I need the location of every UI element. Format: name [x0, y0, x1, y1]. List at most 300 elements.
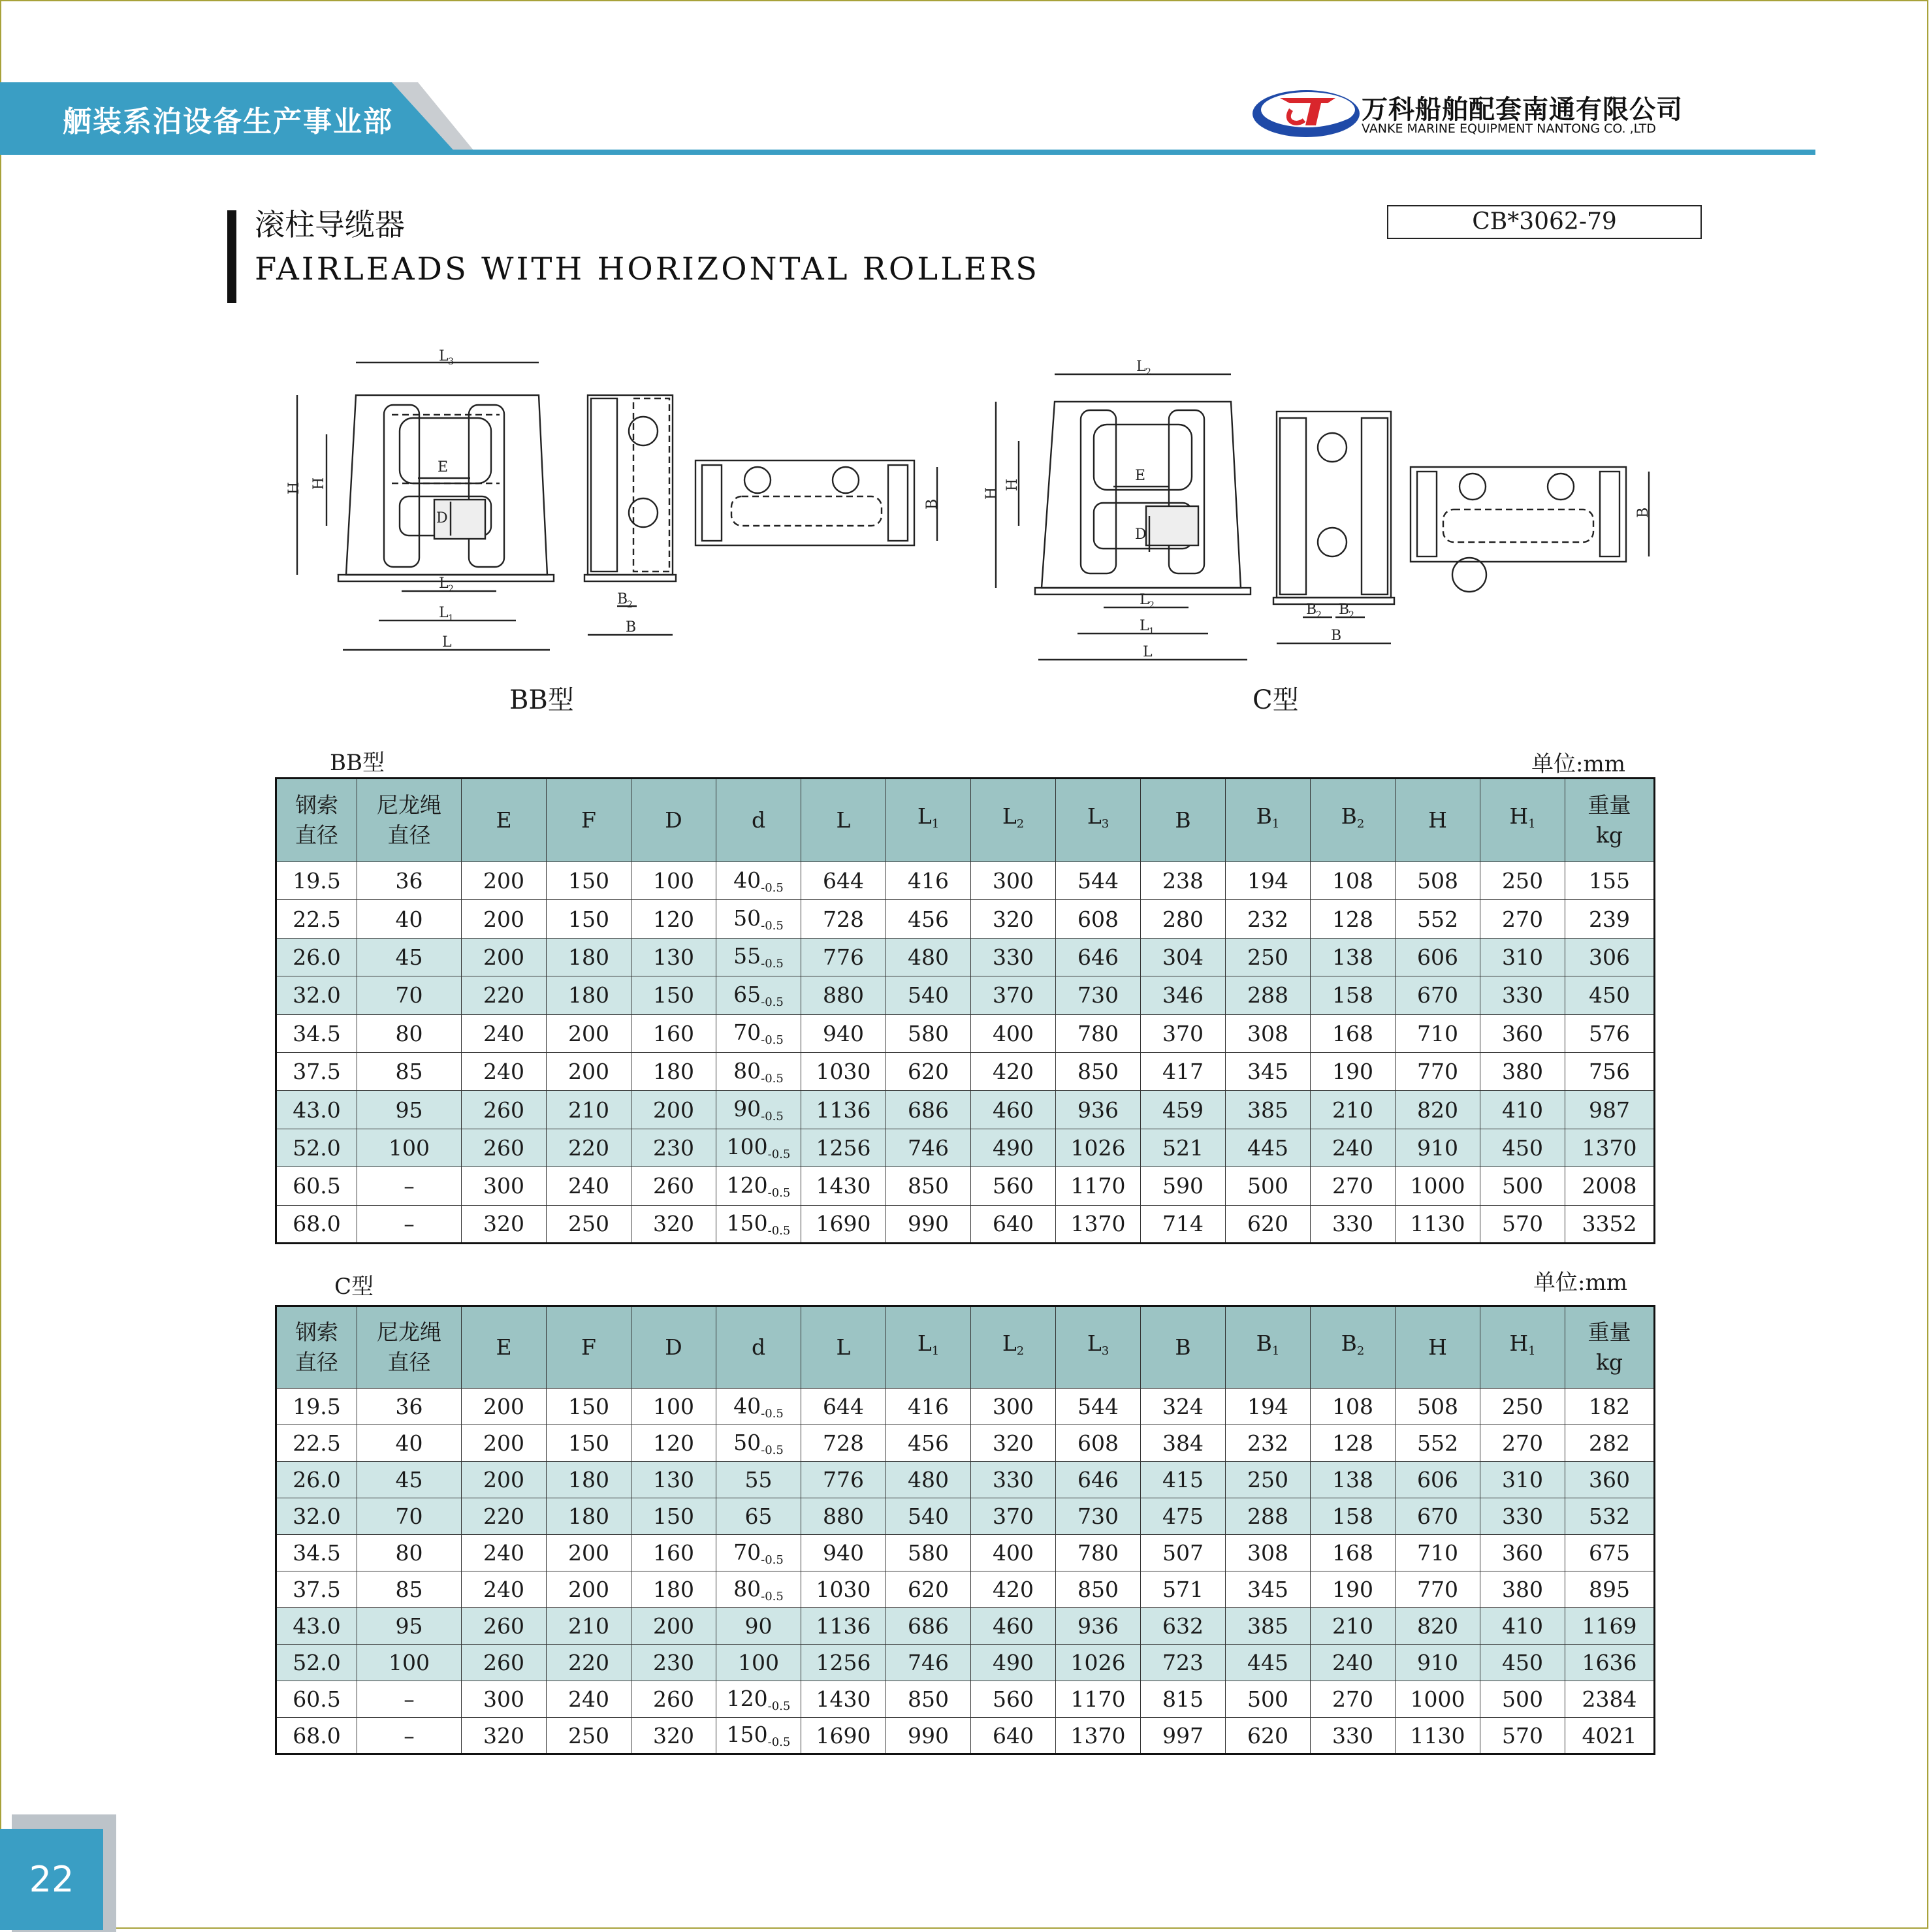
cell-B2: 108 [1311, 1389, 1396, 1425]
cell-L3: 936 [1056, 1091, 1141, 1129]
cell-E: 200 [462, 862, 547, 900]
cell-nylon: 70 [357, 976, 462, 1014]
cell-rope: 37.5 [276, 1571, 357, 1608]
cell-H1: 250 [1480, 1389, 1565, 1425]
company-name-cn: 万科船舶配套南通有限公司 [1362, 95, 1683, 125]
cell-L2: 330 [971, 938, 1056, 976]
cell-B2: 330 [1311, 1205, 1396, 1243]
c-unit-label: 单位:mm [1533, 1270, 1627, 1296]
cell-B: 632 [1141, 1608, 1226, 1645]
svg-text:H: H [1004, 478, 1021, 491]
cell-B: 521 [1141, 1129, 1226, 1167]
cell-L3: 850 [1056, 1571, 1141, 1608]
cell-B1: 250 [1226, 1462, 1311, 1498]
table-row [276, 1014, 1655, 1052]
col-F: F [547, 779, 631, 862]
cell-B1: 288 [1226, 1498, 1311, 1535]
col-nylon: 尼龙绳 直径 [357, 1306, 462, 1389]
svg-text:L: L [439, 605, 449, 621]
cell-F: 200 [547, 1571, 631, 1608]
cell-D: 320 [631, 1205, 716, 1243]
table-row [276, 1462, 1655, 1498]
col-B1: $B_1$ [1226, 779, 1311, 862]
cell-L1: 850 [886, 1167, 971, 1205]
cell-L1: 456 [886, 1425, 971, 1462]
cell-rope: 68.0 [276, 1718, 357, 1754]
cell-L2: 420 [971, 1052, 1056, 1090]
bb-spec-table [275, 777, 1655, 1244]
table-row [276, 1535, 1655, 1571]
col-B2: $B_2$ [1311, 1306, 1396, 1389]
cell-L3: 1026 [1056, 1129, 1141, 1167]
cell-F: 250 [547, 1205, 631, 1243]
col-L2: $L_2$ [971, 1306, 1056, 1389]
bb-table-label: BB型 [330, 750, 385, 776]
cell-rope: 37.5 [276, 1052, 357, 1090]
table-row [276, 1167, 1655, 1205]
col-E: E [462, 1306, 547, 1389]
cell-H1: 270 [1480, 1425, 1565, 1462]
cell-B: 417 [1141, 1052, 1226, 1090]
col-H1: $H_1$ [1480, 779, 1565, 862]
cell-H: 1000 [1396, 1681, 1480, 1718]
cell-d: 150-0.5 [716, 1205, 801, 1243]
cell-E: 240 [462, 1571, 547, 1608]
cell-L3: 1170 [1056, 1681, 1141, 1718]
cell-L: 728 [801, 900, 886, 938]
cell-D: 160 [631, 1014, 716, 1052]
cell-nylon: 80 [357, 1014, 462, 1052]
cell-rope: 19.5 [276, 862, 357, 900]
cell-H: 770 [1396, 1052, 1480, 1090]
cell-F: 150 [547, 862, 631, 900]
col-nylon: 尼龙绳 直径 [357, 779, 462, 862]
cell-L3: 544 [1056, 1389, 1141, 1425]
svg-text:B: B [617, 591, 628, 607]
svg-text:L: L [439, 575, 449, 592]
svg-text:2: 2 [448, 584, 454, 594]
cell-H: 1130 [1396, 1205, 1480, 1243]
table-row [276, 1498, 1655, 1535]
cell-d: 50-0.5 [716, 900, 801, 938]
cell-rope: 52.0 [276, 1129, 357, 1167]
cell-F: 210 [547, 1091, 631, 1129]
bb-front-view [286, 348, 554, 651]
cell-L: 1256 [801, 1645, 886, 1681]
cell-F: 150 [547, 900, 631, 938]
cell-B: 384 [1141, 1425, 1226, 1462]
cell-F: 220 [547, 1645, 631, 1681]
cell-L3: 646 [1056, 938, 1141, 976]
cell-E: 200 [462, 900, 547, 938]
page-title-cn: 滚柱导缆器 [255, 207, 405, 242]
cell-D: 200 [631, 1608, 716, 1645]
col-B: B [1141, 1306, 1226, 1389]
col-L1: $L_1$ [886, 1306, 971, 1389]
table-row [276, 1681, 1655, 1718]
cell-H1: 380 [1480, 1571, 1565, 1608]
cell-E: 260 [462, 1091, 547, 1129]
cell-nylon: 100 [357, 1129, 462, 1167]
svg-text:2: 2 [1145, 367, 1151, 378]
cell-L: 644 [801, 862, 886, 900]
cell-H: 910 [1396, 1129, 1480, 1167]
cell-E: 320 [462, 1718, 547, 1754]
cell-D: 120 [631, 900, 716, 938]
cell-H: 710 [1396, 1014, 1480, 1052]
cell-L2: 560 [971, 1167, 1056, 1205]
page-number: 22 [0, 1829, 103, 1930]
cell-F: 200 [547, 1014, 631, 1052]
cell-B1: 620 [1226, 1718, 1311, 1754]
table-header-row [276, 779, 1655, 862]
cell-F: 240 [547, 1681, 631, 1718]
cell-F: 200 [547, 1052, 631, 1090]
cell-L1: 480 [886, 1462, 971, 1498]
cell-nylon: 80 [357, 1535, 462, 1571]
cell-B2: 190 [1311, 1571, 1396, 1608]
cell-D: 150 [631, 1498, 716, 1535]
cell-L2: 370 [971, 976, 1056, 1014]
bb-table-body [276, 862, 1655, 1244]
cell-w: 576 [1565, 1014, 1655, 1052]
company-name-en: VANKE MARINE EQUIPMENT NANTONG CO. ,LTD [1362, 121, 1656, 136]
cell-B1: 620 [1226, 1205, 1311, 1243]
cell-L: 1256 [801, 1129, 886, 1167]
table-row [276, 1205, 1655, 1243]
cell-D: 180 [631, 1571, 716, 1608]
col-B: B [1141, 779, 1226, 862]
cell-L2: 370 [971, 1498, 1056, 1535]
c-table-body [276, 1389, 1655, 1754]
cell-F: 250 [547, 1718, 631, 1754]
cell-nylon: – [357, 1167, 462, 1205]
cell-d: 70-0.5 [716, 1535, 801, 1571]
cell-B1: 500 [1226, 1681, 1311, 1718]
cell-L3: 1370 [1056, 1205, 1141, 1243]
cell-d: 120-0.5 [716, 1681, 801, 1718]
cell-L3: 1026 [1056, 1645, 1141, 1681]
cell-B1: 445 [1226, 1645, 1311, 1681]
c-caption: C型 [1253, 685, 1299, 715]
cell-L1: 686 [886, 1091, 971, 1129]
col-L3: $L_3$ [1056, 779, 1141, 862]
cell-L3: 850 [1056, 1052, 1141, 1090]
table-row [276, 900, 1655, 938]
cell-w: 1636 [1565, 1645, 1655, 1681]
cell-L1: 686 [886, 1608, 971, 1645]
table-row [276, 1718, 1655, 1754]
cell-B2: 168 [1311, 1535, 1396, 1571]
cell-L2: 460 [971, 1091, 1056, 1129]
cell-d: 90 [716, 1608, 801, 1645]
cell-B: 475 [1141, 1498, 1226, 1535]
c-front-view [983, 359, 1251, 660]
cell-B2: 210 [1311, 1091, 1396, 1129]
cell-w: 4021 [1565, 1718, 1655, 1754]
cell-d: 120-0.5 [716, 1167, 801, 1205]
cell-d: 90-0.5 [716, 1091, 801, 1129]
cell-H: 552 [1396, 1425, 1480, 1462]
cell-B1: 385 [1226, 1091, 1311, 1129]
cell-B2: 270 [1311, 1167, 1396, 1205]
svg-text:H: H [311, 477, 327, 490]
cell-B: 415 [1141, 1462, 1226, 1498]
cell-B2: 240 [1311, 1645, 1396, 1681]
cell-E: 300 [462, 1681, 547, 1718]
cell-rope: 32.0 [276, 976, 357, 1014]
cell-nylon: 36 [357, 1389, 462, 1425]
cell-d: 80-0.5 [716, 1571, 801, 1608]
cell-B2: 138 [1311, 1462, 1396, 1498]
cell-w: 987 [1565, 1091, 1655, 1129]
cell-H1: 500 [1480, 1167, 1565, 1205]
cell-w: 532 [1565, 1498, 1655, 1535]
cell-D: 230 [631, 1645, 716, 1681]
cell-E: 240 [462, 1052, 547, 1090]
cell-rope: 22.5 [276, 900, 357, 938]
cell-F: 200 [547, 1535, 631, 1571]
cell-w: 1370 [1565, 1129, 1655, 1167]
cell-H1: 380 [1480, 1052, 1565, 1090]
table-row [276, 1091, 1655, 1129]
cell-H: 552 [1396, 900, 1480, 938]
cell-nylon: – [357, 1205, 462, 1243]
bb-side-view [584, 395, 676, 636]
cell-w: 182 [1565, 1389, 1655, 1425]
col-B1: $B_1$ [1226, 1306, 1311, 1389]
cell-H: 820 [1396, 1608, 1480, 1645]
cell-L: 880 [801, 976, 886, 1014]
table-row [276, 938, 1655, 976]
cell-E: 320 [462, 1205, 547, 1243]
cell-d: 100 [716, 1645, 801, 1681]
cell-w: 239 [1565, 900, 1655, 938]
table-row [276, 1129, 1655, 1167]
cell-nylon: 40 [357, 1425, 462, 1462]
cell-rope: 52.0 [276, 1645, 357, 1681]
cell-H1: 360 [1480, 1014, 1565, 1052]
cell-w: 155 [1565, 862, 1655, 900]
cell-L3: 730 [1056, 1498, 1141, 1535]
cell-H1: 410 [1480, 1608, 1565, 1645]
cell-rope: 60.5 [276, 1681, 357, 1718]
cell-H1: 330 [1480, 976, 1565, 1014]
cell-H1: 500 [1480, 1681, 1565, 1718]
svg-text:1: 1 [448, 613, 454, 624]
cell-H: 606 [1396, 938, 1480, 976]
cell-L: 776 [801, 1462, 886, 1498]
cell-L: 1690 [801, 1718, 886, 1754]
cell-B2: 168 [1311, 1014, 1396, 1052]
cell-H: 670 [1396, 976, 1480, 1014]
cell-nylon: – [357, 1681, 462, 1718]
cell-L: 1136 [801, 1091, 886, 1129]
cell-L2: 490 [971, 1645, 1056, 1681]
cell-nylon: 95 [357, 1091, 462, 1129]
standard-code: CB*3062-79 [1387, 205, 1702, 239]
cell-d: 55-0.5 [716, 938, 801, 976]
cell-nylon: 70 [357, 1498, 462, 1535]
cell-L1: 746 [886, 1645, 971, 1681]
cell-B1: 385 [1226, 1608, 1311, 1645]
cell-w: 895 [1565, 1571, 1655, 1608]
cell-H: 508 [1396, 1389, 1480, 1425]
svg-text:L: L [1140, 592, 1149, 608]
table-row [276, 1571, 1655, 1608]
cell-B1: 232 [1226, 900, 1311, 938]
cell-L2: 320 [971, 1425, 1056, 1462]
svg-text:L: L [439, 348, 449, 364]
cell-L2: 330 [971, 1462, 1056, 1498]
cell-L1: 746 [886, 1129, 971, 1167]
cell-rope: 34.5 [276, 1535, 357, 1571]
cell-L3: 730 [1056, 976, 1141, 1014]
cell-L: 728 [801, 1425, 886, 1462]
cell-L3: 608 [1056, 1425, 1141, 1462]
cell-L1: 580 [886, 1535, 971, 1571]
cell-L2: 640 [971, 1718, 1056, 1754]
bb-caption: BB型 [509, 685, 574, 715]
cell-B: 997 [1141, 1718, 1226, 1754]
cell-H1: 270 [1480, 900, 1565, 938]
cell-rope: 26.0 [276, 1462, 357, 1498]
cell-D: 100 [631, 1389, 716, 1425]
svg-text:B: B [924, 498, 940, 509]
cell-L2: 300 [971, 862, 1056, 900]
cell-H: 770 [1396, 1571, 1480, 1608]
cell-H1: 570 [1480, 1205, 1565, 1243]
cell-H: 710 [1396, 1535, 1480, 1571]
cell-H1: 360 [1480, 1535, 1565, 1571]
cell-L2: 320 [971, 900, 1056, 938]
cell-rope: 22.5 [276, 1425, 357, 1462]
cell-B: 459 [1141, 1091, 1226, 1129]
cell-B2: 158 [1311, 976, 1396, 1014]
cell-B2: 138 [1311, 938, 1396, 976]
cell-D: 150 [631, 976, 716, 1014]
cell-B: 815 [1141, 1681, 1226, 1718]
svg-text:B: B [626, 619, 637, 636]
cell-H1: 330 [1480, 1498, 1565, 1535]
svg-text:2: 2 [1316, 610, 1322, 620]
cell-L1: 540 [886, 1498, 971, 1535]
col-d: d [716, 1306, 801, 1389]
cell-L1: 456 [886, 900, 971, 938]
cell-rope: 43.0 [276, 1091, 357, 1129]
svg-text:L: L [1143, 644, 1153, 660]
cell-nylon: 40 [357, 900, 462, 938]
cell-L3: 780 [1056, 1535, 1141, 1571]
cell-L2: 560 [971, 1681, 1056, 1718]
cell-d: 55 [716, 1462, 801, 1498]
cell-w: 450 [1565, 976, 1655, 1014]
svg-text:E: E [438, 459, 449, 475]
cell-L1: 416 [886, 862, 971, 900]
cell-w: 306 [1565, 938, 1655, 976]
cell-rope: 60.5 [276, 1167, 357, 1205]
col-E: E [462, 779, 547, 862]
cell-H1: 450 [1480, 1645, 1565, 1681]
cell-B1: 308 [1226, 1535, 1311, 1571]
cell-L: 776 [801, 938, 886, 976]
cell-nylon: 100 [357, 1645, 462, 1681]
cell-L3: 1170 [1056, 1167, 1141, 1205]
cell-B: 238 [1141, 862, 1226, 900]
cell-L2: 490 [971, 1129, 1056, 1167]
cell-B: 723 [1141, 1645, 1226, 1681]
cell-D: 130 [631, 938, 716, 976]
cell-B: 571 [1141, 1571, 1226, 1608]
cell-B1: 288 [1226, 976, 1311, 1014]
c-side-view [1273, 411, 1394, 644]
cell-w: 2384 [1565, 1681, 1655, 1718]
cell-d: 65 [716, 1498, 801, 1535]
cell-L: 1030 [801, 1052, 886, 1090]
cell-w: 2008 [1565, 1167, 1655, 1205]
cell-H1: 310 [1480, 1462, 1565, 1498]
cell-B: 714 [1141, 1205, 1226, 1243]
cell-L: 1430 [801, 1681, 886, 1718]
cell-D: 230 [631, 1129, 716, 1167]
cell-L3: 608 [1056, 900, 1141, 938]
cell-w: 282 [1565, 1425, 1655, 1462]
cell-B1: 308 [1226, 1014, 1311, 1052]
cell-B2: 210 [1311, 1608, 1396, 1645]
table-row [276, 976, 1655, 1014]
cell-E: 260 [462, 1608, 547, 1645]
table-row [276, 1389, 1655, 1425]
cell-E: 200 [462, 1462, 547, 1498]
cell-B1: 232 [1226, 1425, 1311, 1462]
cell-F: 180 [547, 1462, 631, 1498]
cell-B2: 128 [1311, 900, 1396, 938]
cell-B: 304 [1141, 938, 1226, 976]
svg-text:3: 3 [448, 357, 454, 367]
cell-B1: 500 [1226, 1167, 1311, 1205]
svg-text:B: B [1306, 602, 1317, 618]
svg-text:L: L [1136, 359, 1146, 375]
cell-B2: 158 [1311, 1498, 1396, 1535]
cell-D: 100 [631, 862, 716, 900]
col-weight: 重量 kg [1565, 1306, 1655, 1389]
cell-L: 880 [801, 1498, 886, 1535]
cell-F: 180 [547, 1498, 631, 1535]
cell-H1: 570 [1480, 1718, 1565, 1754]
col-B2: $B_2$ [1311, 779, 1396, 862]
cell-L1: 580 [886, 1014, 971, 1052]
cell-rope: 34.5 [276, 1014, 357, 1052]
cell-nylon: – [357, 1718, 462, 1754]
svg-text:2: 2 [1149, 600, 1155, 611]
cell-L1: 480 [886, 938, 971, 976]
cell-L1: 990 [886, 1205, 971, 1243]
cell-nylon: 85 [357, 1052, 462, 1090]
cell-D: 260 [631, 1167, 716, 1205]
cell-B1: 345 [1226, 1052, 1311, 1090]
col-weight: 重量 kg [1565, 779, 1655, 862]
svg-text:L: L [442, 634, 452, 651]
cell-B: 507 [1141, 1535, 1226, 1571]
cell-rope: 19.5 [276, 1389, 357, 1425]
cell-L: 644 [801, 1389, 886, 1425]
table-row [276, 1052, 1655, 1090]
c-spec-table [275, 1305, 1655, 1755]
cell-d: 100-0.5 [716, 1129, 801, 1167]
cell-rope: 32.0 [276, 1498, 357, 1535]
cell-B2: 190 [1311, 1052, 1396, 1090]
cell-d: 65-0.5 [716, 976, 801, 1014]
